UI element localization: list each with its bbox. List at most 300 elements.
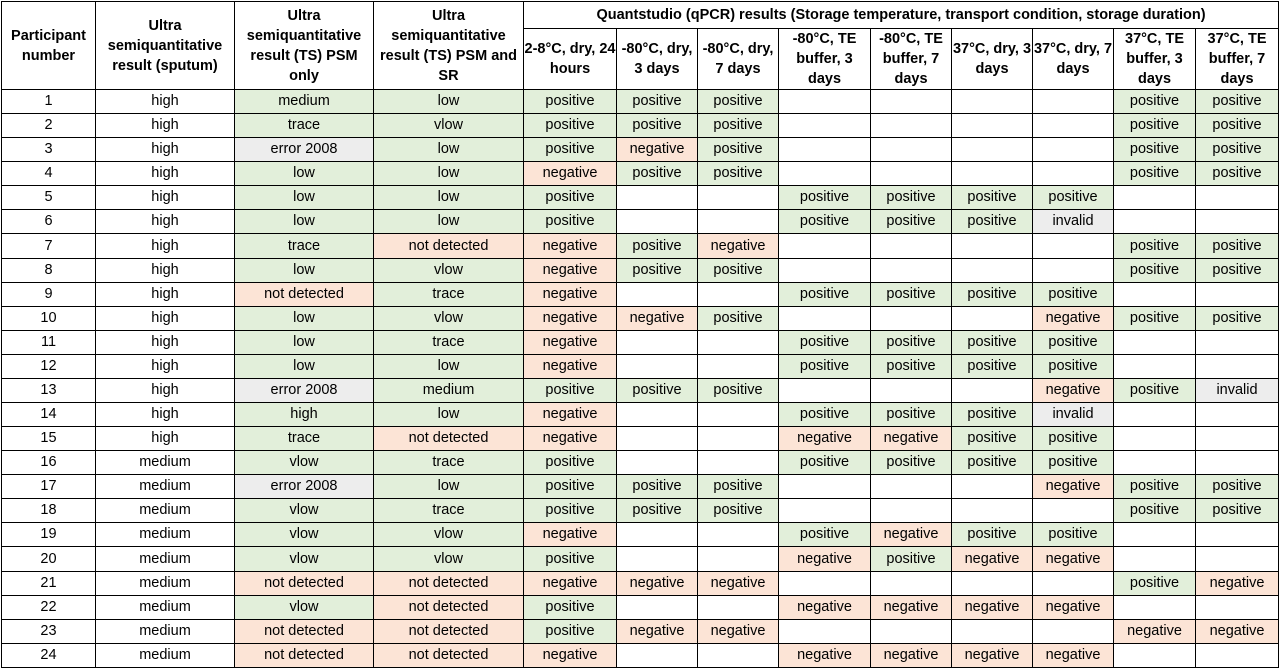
qpcr-result-cell <box>952 90 1033 114</box>
participant-number-cell: 1 <box>2 90 96 114</box>
qpcr-result-cell: positive <box>617 114 698 138</box>
ts-psm-sr-cell: low <box>374 186 524 210</box>
qpcr-result-cell: positive <box>1114 114 1196 138</box>
sputum-result-cell: medium <box>96 619 235 643</box>
ts-psm-only-cell: low <box>235 330 374 354</box>
qpcr-result-cell <box>1114 282 1196 306</box>
qpcr-result-cell: negative <box>871 523 952 547</box>
qpcr-result-cell: invalid <box>1033 403 1114 427</box>
qpcr-result-cell: positive <box>952 403 1033 427</box>
qpcr-result-cell: positive <box>1196 162 1279 186</box>
qpcr-result-cell: positive <box>617 90 698 114</box>
qpcr-result-cell <box>698 643 779 667</box>
qpcr-result-cell: negative <box>617 571 698 595</box>
qpcr-result-cell <box>1033 619 1114 643</box>
qpcr-result-cell <box>779 499 871 523</box>
qpcr-result-cell: positive <box>698 378 779 402</box>
ts-psm-sr-cell: low <box>374 138 524 162</box>
qpcr-result-cell <box>1033 90 1114 114</box>
ts-psm-sr-cell: low <box>374 210 524 234</box>
qpcr-result-cell <box>1114 547 1196 571</box>
ts-psm-only-cell: not detected <box>235 282 374 306</box>
qpcr-result-cell <box>1114 595 1196 619</box>
qpcr-result-cell <box>1196 427 1279 451</box>
qpcr-result-cell <box>871 378 952 402</box>
qpcr-result-cell: positive <box>617 475 698 499</box>
header-ts-psm-and-sr: Ultra semiquantitative result (TS) PSM and SR <box>374 2 524 90</box>
qpcr-result-cell: positive <box>1114 571 1196 595</box>
qpcr-result-cell: positive <box>1114 378 1196 402</box>
qpcr-result-cell <box>871 234 952 258</box>
qpcr-result-cell: positive <box>524 547 617 571</box>
qpcr-result-cell <box>1196 523 1279 547</box>
participant-number-cell: 21 <box>2 571 96 595</box>
sputum-result-cell: medium <box>96 595 235 619</box>
sputum-result-cell: high <box>96 427 235 451</box>
qpcr-result-cell: negative <box>524 643 617 667</box>
qpcr-result-cell: positive <box>952 210 1033 234</box>
ts-psm-only-cell: error 2008 <box>235 378 374 402</box>
sputum-result-cell: high <box>96 403 235 427</box>
table-row <box>2 643 1279 667</box>
qpcr-result-cell: positive <box>871 210 952 234</box>
qpcr-result-cell <box>952 258 1033 282</box>
qpcr-result-cell: positive <box>779 403 871 427</box>
header-qpcr-col: -80°C, TE buffer, 3 days <box>779 29 871 90</box>
qpcr-result-cell: positive <box>524 138 617 162</box>
qpcr-result-cell: positive <box>1196 258 1279 282</box>
qpcr-result-cell: positive <box>1196 90 1279 114</box>
table-body <box>2 90 1279 668</box>
sputum-result-cell: medium <box>96 547 235 571</box>
qpcr-result-cell <box>698 523 779 547</box>
qpcr-result-cell: positive <box>1033 354 1114 378</box>
ts-psm-sr-cell: low <box>374 162 524 186</box>
qpcr-result-cell <box>1114 523 1196 547</box>
ts-psm-sr-cell: trace <box>374 499 524 523</box>
participant-number-cell: 12 <box>2 354 96 378</box>
qpcr-result-cell: positive <box>871 403 952 427</box>
ts-psm-only-cell: low <box>235 258 374 282</box>
qpcr-result-cell: positive <box>617 258 698 282</box>
qpcr-result-cell <box>617 282 698 306</box>
qpcr-result-cell <box>617 523 698 547</box>
qpcr-result-cell <box>617 643 698 667</box>
ts-psm-only-cell: vlow <box>235 547 374 571</box>
participant-number-cell: 20 <box>2 547 96 571</box>
qpcr-result-cell: negative <box>524 330 617 354</box>
qpcr-result-cell <box>1196 595 1279 619</box>
table-row <box>2 547 1279 571</box>
qpcr-result-cell <box>1196 330 1279 354</box>
qpcr-result-cell: positive <box>1114 234 1196 258</box>
results-table <box>1 1 1279 668</box>
qpcr-result-cell: negative <box>1114 619 1196 643</box>
qpcr-result-cell: positive <box>952 523 1033 547</box>
ts-psm-only-cell: low <box>235 162 374 186</box>
sputum-result-cell: high <box>96 306 235 330</box>
sputum-result-cell: high <box>96 90 235 114</box>
qpcr-result-cell <box>617 354 698 378</box>
qpcr-result-cell <box>617 210 698 234</box>
participant-number-cell: 5 <box>2 186 96 210</box>
participant-number-cell: 6 <box>2 210 96 234</box>
ts-psm-only-cell: error 2008 <box>235 475 374 499</box>
ts-psm-sr-cell: not detected <box>374 427 524 451</box>
qpcr-result-cell: negative <box>1196 571 1279 595</box>
participant-number-cell: 2 <box>2 114 96 138</box>
qpcr-result-cell: positive <box>617 499 698 523</box>
qpcr-result-cell: negative <box>1033 378 1114 402</box>
participant-number-cell: 19 <box>2 523 96 547</box>
participant-number-cell: 14 <box>2 403 96 427</box>
header-sputum-result: Ultra semiquantitative result (sputum) <box>96 2 235 90</box>
qpcr-result-cell: positive <box>1033 330 1114 354</box>
ts-psm-only-cell: high <box>235 403 374 427</box>
table-row <box>2 523 1279 547</box>
qpcr-result-cell: negative <box>524 258 617 282</box>
qpcr-result-cell <box>617 330 698 354</box>
header-qpcr-col: 2-8°C, dry, 24 hours <box>524 29 617 90</box>
qpcr-result-cell <box>1033 571 1114 595</box>
qpcr-result-cell <box>698 330 779 354</box>
ts-psm-sr-cell: low <box>374 90 524 114</box>
ts-psm-only-cell: low <box>235 210 374 234</box>
qpcr-result-cell: negative <box>779 643 871 667</box>
sputum-result-cell: high <box>96 354 235 378</box>
qpcr-result-cell: negative <box>524 162 617 186</box>
qpcr-result-cell: positive <box>617 378 698 402</box>
table-row <box>2 619 1279 643</box>
sputum-result-cell: medium <box>96 499 235 523</box>
qpcr-result-cell: positive <box>524 90 617 114</box>
qpcr-result-cell <box>1033 162 1114 186</box>
qpcr-result-cell: positive <box>617 162 698 186</box>
qpcr-result-cell: positive <box>952 354 1033 378</box>
table-row <box>2 403 1279 427</box>
qpcr-result-cell: positive <box>1196 234 1279 258</box>
ts-psm-sr-cell: vlow <box>374 523 524 547</box>
qpcr-result-cell: positive <box>1196 306 1279 330</box>
ts-psm-only-cell: not detected <box>235 571 374 595</box>
qpcr-result-cell <box>617 451 698 475</box>
qpcr-result-cell <box>698 595 779 619</box>
ts-psm-sr-cell: vlow <box>374 114 524 138</box>
qpcr-result-cell <box>1114 451 1196 475</box>
table-row <box>2 258 1279 282</box>
qpcr-result-cell: negative <box>524 523 617 547</box>
ts-psm-only-cell: low <box>235 306 374 330</box>
qpcr-result-cell <box>952 234 1033 258</box>
qpcr-result-cell <box>1033 258 1114 282</box>
sputum-result-cell: medium <box>96 643 235 667</box>
qpcr-result-cell: negative <box>1033 643 1114 667</box>
ts-psm-only-cell: trace <box>235 427 374 451</box>
qpcr-result-cell: negative <box>524 403 617 427</box>
participant-number-cell: 23 <box>2 619 96 643</box>
participant-number-cell: 16 <box>2 451 96 475</box>
qpcr-result-cell: negative <box>524 234 617 258</box>
qpcr-result-cell: negative <box>698 234 779 258</box>
table-row <box>2 475 1279 499</box>
header-ts-psm-only: Ultra semiquantitative result (TS) PSM only <box>235 2 374 90</box>
qpcr-result-cell: positive <box>1196 138 1279 162</box>
qpcr-result-cell: positive <box>698 114 779 138</box>
qpcr-result-cell <box>698 282 779 306</box>
qpcr-result-cell <box>871 90 952 114</box>
qpcr-result-cell: positive <box>871 186 952 210</box>
qpcr-result-cell <box>871 162 952 186</box>
sputum-result-cell: high <box>96 258 235 282</box>
sputum-result-cell: high <box>96 162 235 186</box>
qpcr-result-cell: negative <box>952 643 1033 667</box>
ts-psm-sr-cell: vlow <box>374 306 524 330</box>
participant-number-cell: 15 <box>2 427 96 451</box>
qpcr-result-cell <box>952 499 1033 523</box>
qpcr-result-cell <box>698 354 779 378</box>
participant-number-cell: 3 <box>2 138 96 162</box>
ts-psm-only-cell: vlow <box>235 523 374 547</box>
header-qpcr-col: 37°C, dry, 3 days <box>952 29 1033 90</box>
qpcr-result-cell <box>779 138 871 162</box>
qpcr-result-cell <box>1114 210 1196 234</box>
qpcr-result-cell: negative <box>617 306 698 330</box>
qpcr-result-cell <box>1114 354 1196 378</box>
sputum-result-cell: high <box>96 138 235 162</box>
qpcr-result-cell <box>1196 403 1279 427</box>
sputum-result-cell: medium <box>96 451 235 475</box>
qpcr-result-cell: positive <box>871 451 952 475</box>
qpcr-result-cell <box>871 475 952 499</box>
sputum-result-cell: high <box>96 210 235 234</box>
qpcr-result-cell <box>871 619 952 643</box>
qpcr-result-cell: positive <box>524 595 617 619</box>
qpcr-result-cell <box>779 571 871 595</box>
ts-psm-only-cell: vlow <box>235 451 374 475</box>
qpcr-result-cell: positive <box>1196 114 1279 138</box>
qpcr-result-cell: positive <box>1114 499 1196 523</box>
ts-psm-only-cell: not detected <box>235 619 374 643</box>
qpcr-result-cell: positive <box>952 427 1033 451</box>
qpcr-result-cell: positive <box>1033 186 1114 210</box>
header-qpcr-group: Quantstudio (qPCR) results (Storage temperature, transport condition, storage duration) <box>524 2 1279 29</box>
qpcr-result-cell <box>1196 547 1279 571</box>
qpcr-result-cell <box>779 234 871 258</box>
header-qpcr-col: 37°C, TE buffer, 7 days <box>1196 29 1279 90</box>
qpcr-result-cell <box>1114 643 1196 667</box>
qpcr-result-cell: negative <box>617 619 698 643</box>
ts-psm-sr-cell: low <box>374 354 524 378</box>
qpcr-result-cell: positive <box>524 210 617 234</box>
participant-number-cell: 10 <box>2 306 96 330</box>
qpcr-result-cell <box>1196 451 1279 475</box>
qpcr-result-cell: positive <box>1033 427 1114 451</box>
sputum-result-cell: high <box>96 114 235 138</box>
qpcr-result-cell <box>1114 186 1196 210</box>
qpcr-result-cell: positive <box>952 330 1033 354</box>
qpcr-result-cell <box>1033 499 1114 523</box>
qpcr-result-cell: positive <box>698 475 779 499</box>
qpcr-result-cell: negative <box>524 282 617 306</box>
table-row <box>2 210 1279 234</box>
qpcr-result-cell: positive <box>524 475 617 499</box>
sputum-result-cell: medium <box>96 571 235 595</box>
table-row <box>2 427 1279 451</box>
qpcr-result-cell <box>952 162 1033 186</box>
ts-psm-sr-cell: vlow <box>374 547 524 571</box>
qpcr-result-cell: negative <box>871 427 952 451</box>
qpcr-result-cell <box>1196 282 1279 306</box>
table-row <box>2 114 1279 138</box>
sputum-result-cell: high <box>96 186 235 210</box>
qpcr-result-cell <box>1196 643 1279 667</box>
ts-psm-sr-cell: medium <box>374 378 524 402</box>
qpcr-result-cell: negative <box>779 547 871 571</box>
qpcr-result-cell: negative <box>871 595 952 619</box>
qpcr-result-cell: positive <box>1114 475 1196 499</box>
qpcr-result-cell <box>1196 354 1279 378</box>
qpcr-result-cell: negative <box>871 643 952 667</box>
qpcr-result-cell <box>698 186 779 210</box>
ts-psm-sr-cell: trace <box>374 330 524 354</box>
qpcr-result-cell <box>779 114 871 138</box>
table-row <box>2 138 1279 162</box>
sputum-result-cell: high <box>96 282 235 306</box>
ts-psm-sr-cell: low <box>374 475 524 499</box>
qpcr-result-cell <box>1033 114 1114 138</box>
qpcr-result-cell <box>871 114 952 138</box>
qpcr-result-cell <box>1114 403 1196 427</box>
participant-number-cell: 18 <box>2 499 96 523</box>
qpcr-result-cell <box>779 619 871 643</box>
qpcr-result-cell <box>698 403 779 427</box>
qpcr-result-cell: negative <box>779 595 871 619</box>
table-row <box>2 499 1279 523</box>
qpcr-result-cell <box>952 306 1033 330</box>
qpcr-result-cell <box>617 403 698 427</box>
participant-number-cell: 4 <box>2 162 96 186</box>
qpcr-result-cell <box>698 547 779 571</box>
participant-number-cell: 22 <box>2 595 96 619</box>
qpcr-result-cell <box>871 571 952 595</box>
qpcr-result-cell: positive <box>524 378 617 402</box>
qpcr-result-cell: positive <box>1196 499 1279 523</box>
qpcr-result-cell: positive <box>698 162 779 186</box>
sputum-result-cell: high <box>96 234 235 258</box>
qpcr-result-cell <box>1196 186 1279 210</box>
qpcr-result-cell: negative <box>698 619 779 643</box>
header-qpcr-col: -80°C, dry, 3 days <box>617 29 698 90</box>
ts-psm-only-cell: low <box>235 186 374 210</box>
ts-psm-sr-cell: not detected <box>374 619 524 643</box>
qpcr-result-cell: positive <box>871 282 952 306</box>
qpcr-result-cell <box>779 162 871 186</box>
qpcr-result-cell: negative <box>524 306 617 330</box>
qpcr-result-cell: positive <box>617 234 698 258</box>
ts-psm-only-cell: vlow <box>235 595 374 619</box>
ts-psm-only-cell: low <box>235 354 374 378</box>
qpcr-result-cell <box>952 138 1033 162</box>
sputum-result-cell: medium <box>96 523 235 547</box>
qpcr-result-cell: negative <box>524 427 617 451</box>
qpcr-result-cell: negative <box>698 571 779 595</box>
qpcr-result-cell: negative <box>1033 547 1114 571</box>
table-row <box>2 378 1279 402</box>
ts-psm-only-cell: error 2008 <box>235 138 374 162</box>
qpcr-result-cell: positive <box>524 619 617 643</box>
qpcr-result-cell: negative <box>524 354 617 378</box>
table-row <box>2 330 1279 354</box>
participant-number-cell: 8 <box>2 258 96 282</box>
ts-psm-sr-cell: trace <box>374 451 524 475</box>
participant-number-cell: 13 <box>2 378 96 402</box>
header-qpcr-col: 37°C, TE buffer, 3 days <box>1114 29 1196 90</box>
qpcr-result-cell: positive <box>1114 162 1196 186</box>
header-qpcr-col: -80°C, dry, 7 days <box>698 29 779 90</box>
qpcr-result-cell <box>952 571 1033 595</box>
qpcr-result-cell: positive <box>524 499 617 523</box>
qpcr-result-cell <box>779 90 871 114</box>
ts-psm-sr-cell: low <box>374 403 524 427</box>
ts-psm-only-cell: trace <box>235 114 374 138</box>
qpcr-result-cell: positive <box>524 186 617 210</box>
qpcr-result-cell <box>871 499 952 523</box>
qpcr-result-cell: positive <box>1114 90 1196 114</box>
qpcr-result-cell: negative <box>779 427 871 451</box>
table-header <box>2 2 1279 90</box>
participant-number-cell: 17 <box>2 475 96 499</box>
table-row <box>2 186 1279 210</box>
ts-psm-sr-cell: not detected <box>374 595 524 619</box>
table-row <box>2 354 1279 378</box>
qpcr-result-cell: positive <box>524 451 617 475</box>
ts-psm-only-cell: trace <box>235 234 374 258</box>
qpcr-result-cell: positive <box>698 90 779 114</box>
qpcr-result-cell: negative <box>952 595 1033 619</box>
header-qpcr-col: -80°C, TE buffer, 7 days <box>871 29 952 90</box>
qpcr-result-cell: positive <box>1114 306 1196 330</box>
qpcr-result-cell <box>952 114 1033 138</box>
qpcr-result-cell: positive <box>524 114 617 138</box>
table-row <box>2 90 1279 114</box>
participant-number-cell: 7 <box>2 234 96 258</box>
qpcr-result-cell: positive <box>952 282 1033 306</box>
sputum-result-cell: medium <box>96 475 235 499</box>
qpcr-result-cell <box>1114 427 1196 451</box>
qpcr-result-cell: positive <box>779 210 871 234</box>
ts-psm-sr-cell: not detected <box>374 643 524 667</box>
qpcr-result-cell <box>1196 210 1279 234</box>
qpcr-result-cell <box>617 595 698 619</box>
qpcr-result-cell <box>1033 138 1114 162</box>
table-row <box>2 282 1279 306</box>
qpcr-result-cell <box>952 378 1033 402</box>
qpcr-result-cell: positive <box>698 499 779 523</box>
qpcr-result-cell <box>871 138 952 162</box>
participant-number-cell: 9 <box>2 282 96 306</box>
qpcr-result-cell <box>698 210 779 234</box>
qpcr-result-cell: positive <box>871 354 952 378</box>
qpcr-result-cell: positive <box>698 258 779 282</box>
qpcr-result-cell: positive <box>1114 258 1196 282</box>
header-row-group <box>2 2 1279 29</box>
sputum-result-cell: high <box>96 378 235 402</box>
qpcr-result-cell: positive <box>871 547 952 571</box>
qpcr-result-cell <box>871 306 952 330</box>
qpcr-result-cell <box>952 619 1033 643</box>
qpcr-result-cell: positive <box>871 330 952 354</box>
qpcr-result-cell: positive <box>698 306 779 330</box>
